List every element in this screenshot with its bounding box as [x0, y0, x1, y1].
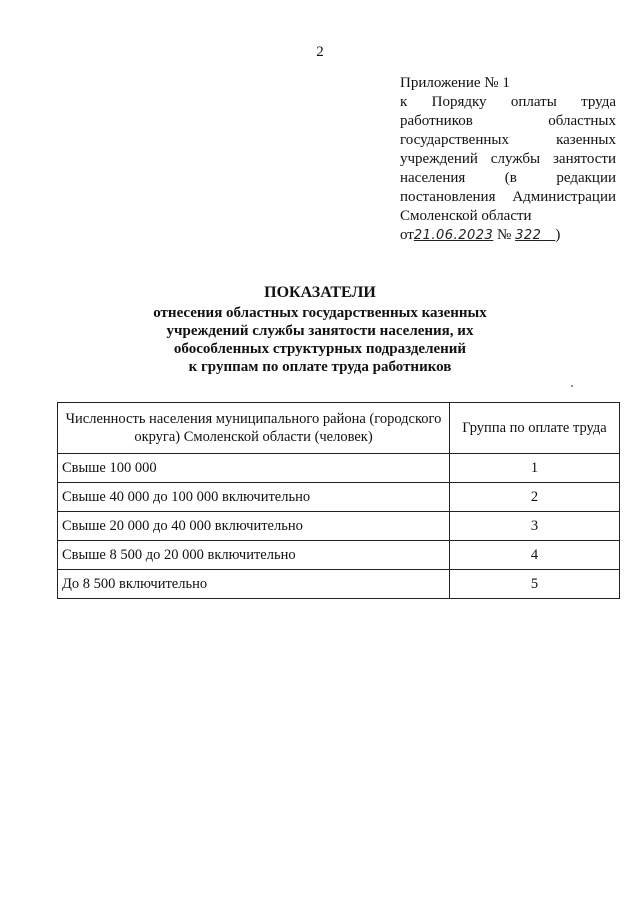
sig-suffix: ) — [555, 227, 561, 243]
handwritten-number: 322 — [515, 228, 542, 243]
sig-number-label: № — [497, 227, 512, 243]
handwritten-date: 21.06.2023 — [413, 228, 494, 243]
document-heading — [0, 284, 640, 376]
appendix-line: Приложение № 1 — [400, 75, 510, 91]
row-group: 1 — [450, 454, 620, 483]
table-row — [58, 483, 620, 512]
appendix-line: населения (в редакции — [400, 170, 616, 186]
row-label: Свыше 40 000 до 100 000 включительно — [58, 483, 450, 512]
table-row — [58, 454, 620, 483]
appendix-line: работников областных — [400, 113, 616, 129]
appendix-line: государственных казенных — [400, 132, 616, 148]
signature-line — [400, 226, 616, 245]
appendix-block — [400, 74, 616, 245]
row-label: Свыше 20 000 до 40 000 включительно — [58, 512, 450, 541]
table-header-row — [58, 403, 620, 454]
heading-line: отнесения областных государственных казенных — [153, 305, 487, 321]
row-group: 3 — [450, 512, 620, 541]
row-label: Свыше 100 000 — [58, 454, 450, 483]
heading-line: обособленных структурных подразделений — [173, 341, 467, 357]
table-row — [58, 541, 620, 570]
table-row — [58, 570, 620, 599]
heading-line: учреждений службы занятости населения, их — [166, 323, 474, 339]
row-label: Свыше 8 500 до 20 000 включительно — [58, 541, 450, 570]
scan-speck — [571, 385, 573, 387]
heading-line: к группам по оплате труда работников — [188, 359, 452, 375]
appendix-line: учреждений службы занятости — [400, 151, 616, 167]
row-group: 5 — [450, 570, 620, 599]
column-header-population: Численность населения муниципального района (городского округа) Смоленской области (человек) — [58, 403, 450, 454]
sig-prefix: от — [400, 227, 414, 243]
row-group: 4 — [450, 541, 620, 570]
row-label: До 8 500 включительно — [58, 570, 450, 599]
heading-title: ПОКАЗАТЕЛИ — [264, 284, 376, 301]
column-header-group: Группа по оплате труда — [450, 403, 620, 454]
appendix-line: Смоленской области — [400, 208, 532, 224]
appendix-line: к Порядку оплаты труда — [400, 94, 616, 110]
appendix-line: постановления Администрации — [400, 189, 616, 205]
row-group: 2 — [450, 483, 620, 512]
page-number: 2 — [316, 44, 324, 60]
pay-group-table — [57, 402, 620, 599]
table-row — [58, 512, 620, 541]
